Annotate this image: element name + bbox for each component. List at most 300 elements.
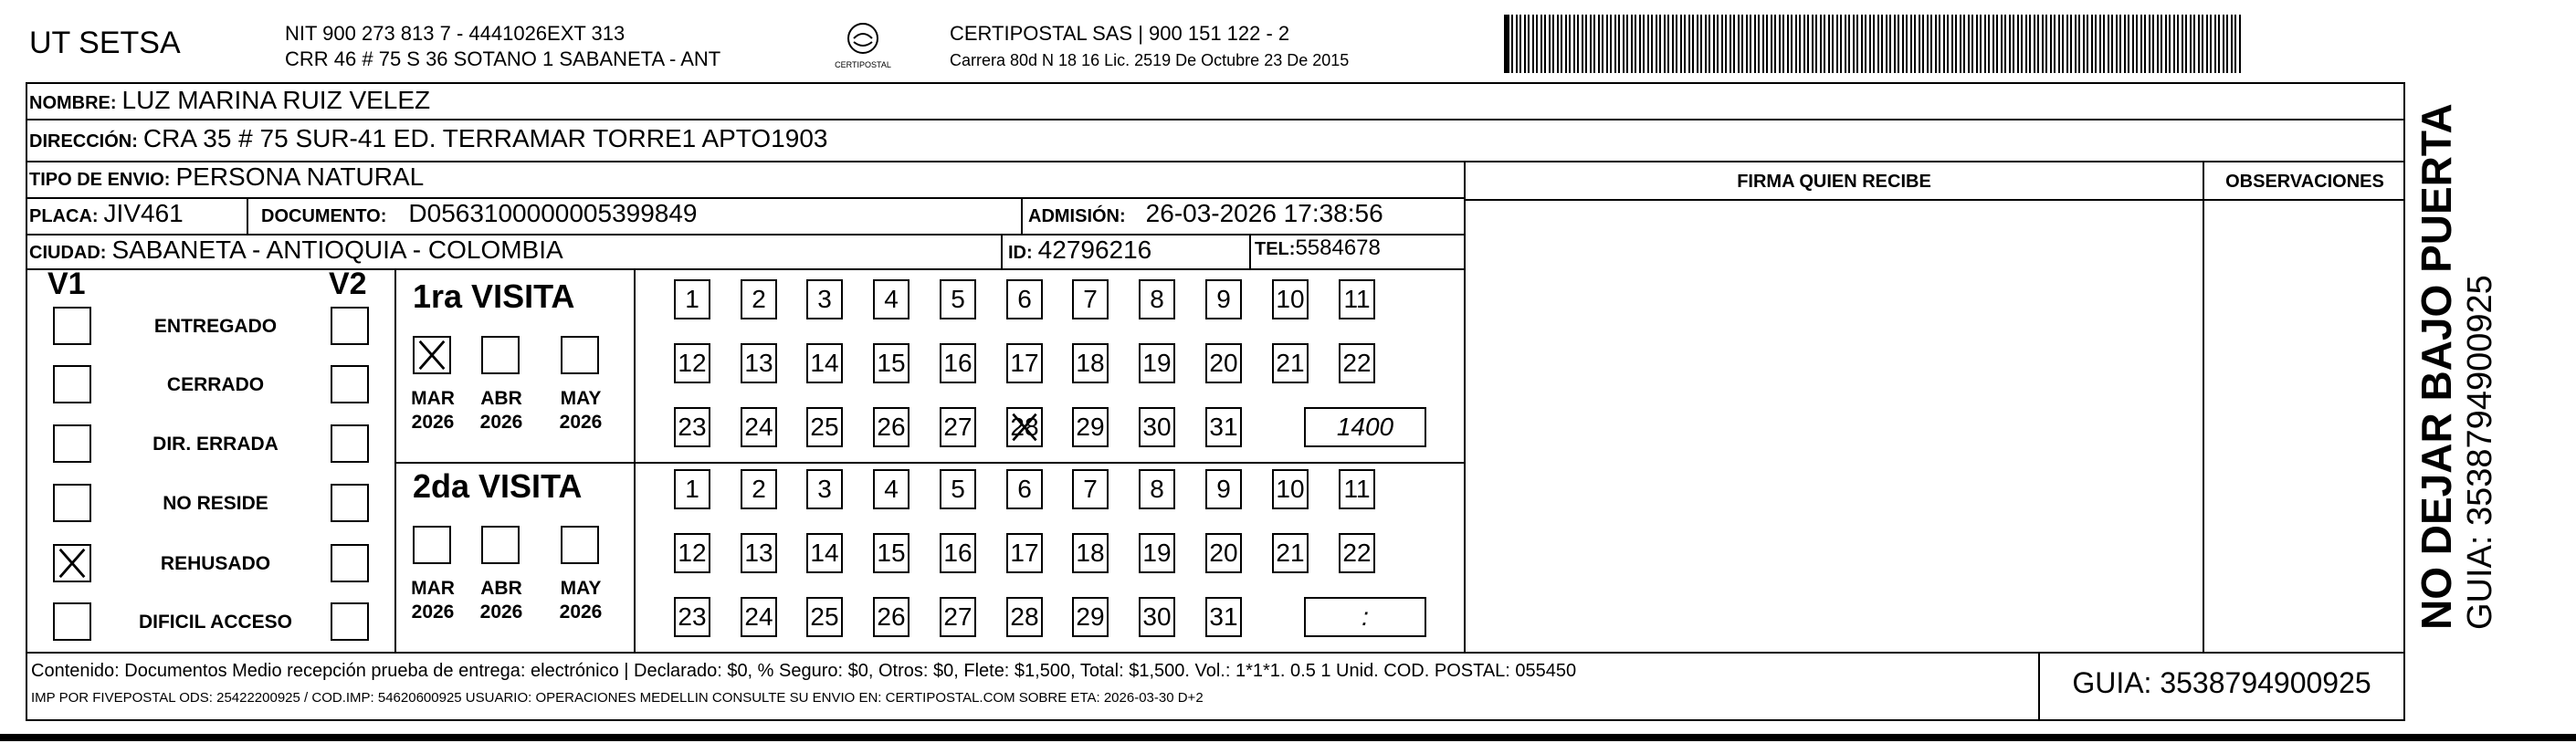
visit1-day-box[interactable] <box>806 407 843 447</box>
barcode-bar <box>2149 15 2150 73</box>
visit2-day-number: 22 <box>1342 539 1372 567</box>
visit2-day-number: 11 <box>1343 475 1371 503</box>
barcode-bar <box>1573 15 1575 73</box>
barcode-bar <box>1549 15 1551 73</box>
barcode-bar <box>1656 15 1657 73</box>
logo-text: CERTIPOSTAL <box>835 60 891 69</box>
ciudad-label: CIUDAD: <box>29 243 107 263</box>
visit2-day-number: 16 <box>943 539 973 567</box>
barcode-bar <box>1910 15 1912 73</box>
visit2-day-box[interactable] <box>940 469 976 509</box>
barcode-bar <box>1730 15 1731 73</box>
barcode-bar <box>2025 15 2027 73</box>
visit2-day-number: 25 <box>810 602 839 631</box>
barcode-bar <box>1540 15 1542 73</box>
barcode-bar <box>2021 15 2023 73</box>
barcode-bar <box>1524 15 1526 73</box>
barcode-bar <box>1672 15 1674 73</box>
direccion-value: CRA 35 # 75 SUR-41 ED. TERRAMAR TORRE1 APTO1903 <box>142 124 828 152</box>
visit2-day-box[interactable] <box>741 469 777 509</box>
barcode-bar <box>1869 15 1871 73</box>
visit1-month-year: 2026 <box>479 412 523 433</box>
barcode-bar <box>1930 15 1932 73</box>
barcode-bar <box>2045 15 2047 73</box>
barcode-bar <box>1791 15 1793 73</box>
v2-checkbox[interactable] <box>331 424 369 463</box>
visit2-day-number: 13 <box>744 539 773 567</box>
row-divider <box>26 652 2405 654</box>
visit2-day-number: 12 <box>678 539 707 567</box>
barcode-bar <box>1960 15 1961 73</box>
visit1-day-number: 5 <box>951 285 965 313</box>
barcode-bar <box>1577 15 1579 73</box>
visit1-month-year: 2026 <box>411 412 455 433</box>
barcode-bar <box>1536 15 1538 73</box>
barcode-bar <box>1828 15 1830 73</box>
visit1-day-box[interactable] <box>674 407 710 447</box>
v2-checkbox[interactable] <box>331 307 369 345</box>
barcode-bar <box>1557 15 1559 73</box>
visit1-day-box[interactable] <box>1272 343 1309 383</box>
barcode-bar <box>1886 15 1887 73</box>
visit2-time-value: : <box>1362 602 1369 631</box>
visit2-day-box[interactable] <box>940 597 976 637</box>
visit2-day-number: 24 <box>744 602 773 631</box>
visit1-day-box[interactable] <box>1072 279 1109 319</box>
v2-checkbox[interactable] <box>331 484 369 522</box>
barcode-bar <box>1898 15 1899 73</box>
barcode-bar <box>1618 15 1620 73</box>
barcode-bar <box>2136 15 2138 73</box>
visit2-month-label <box>472 577 531 624</box>
visit1-day-box[interactable] <box>741 279 777 319</box>
visit2-day-number: 19 <box>1142 539 1172 567</box>
barcode-bar <box>1980 15 1982 73</box>
barcode-bar <box>2198 15 2200 73</box>
barcode-bar <box>1684 15 1686 73</box>
checklist-label: NO RESIDE <box>163 493 268 514</box>
visit1-title: 1ra VISITA <box>413 277 575 315</box>
visit2-day-box[interactable] <box>1205 469 1242 509</box>
v1-checkbox[interactable] <box>53 484 91 522</box>
barcode-bar <box>2169 15 2171 73</box>
tel-row <box>1255 235 1381 261</box>
tipo-row <box>29 162 424 192</box>
visit2-day-box[interactable] <box>1006 597 1043 637</box>
visit1-day-number: 14 <box>810 349 839 377</box>
barcode-bar <box>1758 15 1760 73</box>
nombre-label: NOMBRE: <box>29 93 117 113</box>
visit2-day-number: 4 <box>884 475 899 503</box>
barcode-bar <box>1799 15 1801 73</box>
visit2-day-box[interactable] <box>806 533 843 573</box>
visit2-day-number: 27 <box>943 602 973 631</box>
barcode-bar <box>1853 15 1855 73</box>
barcode-bar <box>1659 15 1661 73</box>
side-notice <box>2413 82 2559 630</box>
barcode-bar <box>1532 15 1534 73</box>
visit1-day-number: 6 <box>1017 285 1032 313</box>
barcode-bar <box>2009 15 2011 73</box>
visit1-day-box[interactable] <box>1205 343 1242 383</box>
barcode-bar <box>2029 15 2031 73</box>
documento-row <box>261 199 698 228</box>
visit1-day-number: 31 <box>1209 413 1238 441</box>
visit2-month-year: 2026 <box>479 602 523 623</box>
visit1-day-number: 26 <box>877 413 906 441</box>
visit1-day-number: 25 <box>810 413 839 441</box>
visit2-day-box[interactable] <box>1006 469 1043 509</box>
visit1-time-box[interactable] <box>1304 407 1426 447</box>
barcode-bar <box>1992 15 1994 73</box>
barcode-bar <box>1610 15 1612 73</box>
barcode-bar <box>1943 15 1945 73</box>
barcode-bar <box>2001 15 2003 73</box>
visit1-month-name: ABR <box>480 388 522 409</box>
visit2-day-number: 3 <box>817 475 832 503</box>
visit1-day-box[interactable] <box>873 343 909 383</box>
barcode-bar <box>2185 15 2187 73</box>
visit1-day-number: 21 <box>1276 349 1305 377</box>
visit2-day-box[interactable] <box>873 533 909 573</box>
visit1-day-number: 12 <box>678 349 707 377</box>
barcode-bar <box>2111 15 2113 73</box>
barcode-bar <box>2223 15 2224 73</box>
visit1-day-box[interactable] <box>1339 279 1375 319</box>
barcode-bar <box>1787 15 1789 73</box>
barcode-bar <box>1511 15 1513 73</box>
barcode-bar <box>1795 15 1797 73</box>
nit-line: NIT 900 273 813 7 - 4441026EXT 313 <box>285 22 626 45</box>
visit2-day-box[interactable] <box>873 597 909 637</box>
visit2-day-number: 28 <box>1010 602 1039 631</box>
visit1-day-box[interactable] <box>1272 279 1309 319</box>
v2-checkbox[interactable] <box>331 365 369 403</box>
visit1-day-number: 29 <box>1076 413 1105 441</box>
barcode-bar <box>1774 15 1776 73</box>
visit2-day-number: 26 <box>877 602 906 631</box>
barcode-bar <box>2108 15 2109 73</box>
visit1-day-box[interactable] <box>940 407 976 447</box>
visit1-day-box[interactable] <box>806 279 843 319</box>
barcode-bar <box>1721 15 1723 73</box>
visit1-day-number: 23 <box>678 413 707 441</box>
visit1-day-number: 24 <box>744 413 773 441</box>
barcode-bar <box>1902 15 1904 73</box>
visit1-month-checkbox[interactable] <box>481 336 520 374</box>
barcode-bar <box>1738 15 1740 73</box>
barcode-bar <box>2004 15 2006 73</box>
visit2-month-year: 2026 <box>411 602 455 623</box>
visit2-day-number: 9 <box>1216 475 1231 503</box>
visit2-day-box[interactable] <box>1205 597 1242 637</box>
visit2-day-box[interactable] <box>674 597 710 637</box>
barcode-bar <box>1894 15 1896 73</box>
checklist-label: CERRADO <box>166 374 265 395</box>
visit2-day-box[interactable] <box>1139 469 1175 509</box>
visit1-month-checkbox[interactable] <box>561 336 599 374</box>
visit2-day-box[interactable] <box>1205 533 1242 573</box>
barcode-bar <box>2087 15 2088 73</box>
barcode-bar <box>1848 15 1850 73</box>
barcode-bar <box>2226 15 2228 73</box>
barcode-bar <box>1741 15 1743 73</box>
visit1-day-box[interactable] <box>940 343 976 383</box>
barcode-bar <box>2119 15 2121 73</box>
barcode-bar <box>1614 15 1616 73</box>
col-divider <box>247 197 248 234</box>
barcode-bar <box>2144 15 2146 73</box>
barcode-bar <box>1815 15 1817 73</box>
barcode-bar <box>1647 15 1649 73</box>
direccion-row <box>29 124 827 153</box>
barcode-bar <box>1725 15 1727 73</box>
visit2-day-box[interactable] <box>1272 469 1309 509</box>
visit1-day-number: 11 <box>1343 285 1371 313</box>
documento-label: DOCUMENTO: <box>261 206 387 226</box>
visit1-day-box[interactable] <box>1072 407 1109 447</box>
visit1-month-checkbox-checked[interactable] <box>413 336 451 374</box>
visit2-day-box[interactable] <box>1072 469 1109 509</box>
barcode-bar <box>1709 15 1710 73</box>
tipo-value: PERSONA NATURAL <box>175 162 425 191</box>
barcode-bar <box>1922 15 1924 73</box>
visit1-day-box[interactable] <box>1072 343 1109 383</box>
barcode-bar <box>1717 15 1719 73</box>
visit1-day-box[interactable] <box>741 407 777 447</box>
visit2-month-label <box>552 577 610 624</box>
observations-area[interactable] <box>2204 201 2403 650</box>
visit1-day-box-marked[interactable] <box>1006 407 1043 447</box>
visit1-day-box[interactable] <box>1339 343 1375 383</box>
visit1-day-number: 9 <box>1216 285 1231 313</box>
barcode-bar <box>2157 15 2159 73</box>
visit1-day-box[interactable] <box>1139 343 1175 383</box>
visit1-day-number: 8 <box>1150 285 1164 313</box>
visit1-day-number: 22 <box>1342 349 1372 377</box>
visit2-day-box[interactable] <box>674 469 710 509</box>
certipostal-line2: Carrera 80d N 18 16 Lic. 2519 De Octubre 23 De 2015 <box>950 51 1350 69</box>
v2-checkbox[interactable] <box>331 602 369 641</box>
visit1-day-box[interactable] <box>741 343 777 383</box>
barcode-bar <box>2116 15 2118 73</box>
barcode-bar <box>1626 15 1628 73</box>
visit1-day-number: 2 <box>752 285 766 313</box>
barcode-bar <box>1692 15 1694 73</box>
row-divider <box>26 268 1464 270</box>
barcode-bar <box>1845 15 1846 73</box>
barcode-bar <box>1544 15 1546 73</box>
visit1-day-box[interactable] <box>940 279 976 319</box>
visit1-day-number: 7 <box>1083 285 1098 313</box>
barcode-bar <box>1803 15 1805 73</box>
barcode-bar <box>1919 15 1920 73</box>
visit2-day-box[interactable] <box>940 533 976 573</box>
barcode-bar <box>2140 15 2142 73</box>
barcode-bar <box>1697 15 1698 73</box>
v1-checkbox[interactable] <box>53 307 91 345</box>
visit2-month-year: 2026 <box>559 602 603 623</box>
visit2-time-box[interactable] <box>1304 597 1426 637</box>
barcode-bar <box>1680 15 1682 73</box>
visit1-day-box[interactable] <box>873 279 909 319</box>
visit1-day-number: 27 <box>943 413 973 441</box>
visit2-day-box[interactable] <box>1139 533 1175 573</box>
tel-label: TEL: <box>1255 239 1296 259</box>
certipostal-logo <box>831 18 895 73</box>
visit1-time-value: 1400 <box>1336 413 1394 441</box>
visit1-day-box[interactable] <box>1139 407 1175 447</box>
visit1-day-box[interactable] <box>806 343 843 383</box>
barcode-bar <box>1824 15 1825 73</box>
barcode-bar <box>1988 15 1990 73</box>
barcode-bar <box>1593 15 1595 73</box>
barcode-bar <box>2165 15 2167 73</box>
barcode-bar <box>1782 15 1784 73</box>
visit2-day-box[interactable] <box>1006 533 1043 573</box>
barcode-bar <box>1676 15 1677 73</box>
signature-area[interactable] <box>1466 201 2201 650</box>
visit2-day-box[interactable] <box>806 597 843 637</box>
visit2-day-box[interactable] <box>1272 533 1309 573</box>
barcode-bar <box>2177 15 2179 73</box>
barcode-bar <box>2234 15 2236 73</box>
visit2-day-box[interactable] <box>873 469 909 509</box>
visit1-day-box[interactable] <box>1006 343 1043 383</box>
visit1-day-number: 10 <box>1276 285 1305 313</box>
v2-checkbox[interactable] <box>331 544 369 582</box>
barcode-bar <box>1602 15 1603 73</box>
visit1-day-box[interactable] <box>1205 279 1242 319</box>
visit2-month-checkbox[interactable] <box>561 526 599 564</box>
visit2-day-box[interactable] <box>1339 469 1375 509</box>
visit2-month-checkbox[interactable] <box>481 526 520 564</box>
barcode-bar <box>1667 15 1669 73</box>
visit1-day-box[interactable] <box>1139 279 1175 319</box>
barcode-bar <box>1984 15 1986 73</box>
barcode-bar <box>2042 15 2044 73</box>
tipo-label: TIPO DE ENVIO: <box>29 170 171 190</box>
visit1-month-label <box>404 387 462 434</box>
placa-row <box>29 199 184 228</box>
visit2-day-box[interactable] <box>1072 533 1109 573</box>
id-value: 42796216 <box>1037 235 1152 264</box>
visit2-month-name: ABR <box>480 578 522 599</box>
visit2-month-checkbox[interactable] <box>413 526 451 564</box>
col-divider <box>394 268 396 652</box>
barcode-bar <box>1861 15 1863 73</box>
barcode-bar <box>2034 15 2035 73</box>
visit1-day-box[interactable] <box>1006 279 1043 319</box>
visit2-day-box[interactable] <box>741 533 777 573</box>
visit2-day-box[interactable] <box>741 597 777 637</box>
visit1-day-box[interactable] <box>674 279 710 319</box>
barcode-bar <box>1889 15 1891 73</box>
barcode-bar <box>2050 15 2052 73</box>
visit2-day-number: 1 <box>685 475 699 503</box>
barcode-bar <box>1968 15 1970 73</box>
placa-label: PLACA: <box>29 206 99 226</box>
visit1-day-box[interactable] <box>1205 407 1242 447</box>
visit1-day-box[interactable] <box>674 343 710 383</box>
barcode-bar <box>1528 15 1530 73</box>
barcode <box>1500 15 2249 73</box>
barcode-bar <box>1771 15 1772 73</box>
barcode-bar <box>2161 15 2162 73</box>
visit2-day-box[interactable] <box>674 533 710 573</box>
v1-header: V1 <box>47 267 86 301</box>
barcode-bar <box>2152 15 2154 73</box>
visit2-title: 2da VISITA <box>413 467 583 505</box>
barcode-bar <box>2017 15 2019 73</box>
barcode-bar <box>1504 15 1509 73</box>
barcode-bar <box>2231 15 2233 73</box>
tel-value: 5584678 <box>1295 235 1381 260</box>
v1-checkbox[interactable] <box>53 602 91 641</box>
barcode-bar <box>2218 15 2220 73</box>
observaciones-header: OBSERVACIONES <box>2225 172 2384 192</box>
barcode-bar <box>2078 15 2080 73</box>
visit2-day-number: 5 <box>951 475 965 503</box>
barcode-bar <box>1906 15 1908 73</box>
visit2-day-number: 20 <box>1209 539 1238 567</box>
col-divider <box>1021 197 1023 234</box>
barcode-bar <box>1623 15 1624 73</box>
visit2-day-box[interactable] <box>1339 533 1375 573</box>
visit1-month-label <box>552 387 610 434</box>
visit1-day-box[interactable] <box>873 407 909 447</box>
barcode-bar <box>1561 15 1562 73</box>
side-warning: NO DEJAR BAJO PUERTA <box>2413 103 2460 630</box>
visit1-day-number: 16 <box>943 349 973 377</box>
barcode-bar <box>1664 15 1666 73</box>
barcode-bar <box>1939 15 1940 73</box>
v1-checkbox[interactable] <box>53 424 91 463</box>
barcode-bar <box>1750 15 1751 73</box>
visit2-month-label <box>404 577 462 624</box>
visit2-day-box[interactable] <box>1072 597 1109 637</box>
barcode-bar <box>1935 15 1937 73</box>
barcode-bar <box>1877 15 1879 73</box>
barcode-bar <box>1881 15 1883 73</box>
visit2-month-name: MAR <box>411 578 455 599</box>
v1-checkbox-checked[interactable] <box>53 544 91 582</box>
company-name: UT SETSA <box>29 26 181 60</box>
visit2-day-number: 21 <box>1276 539 1305 567</box>
barcode-bar <box>1812 15 1814 73</box>
visit2-day-number: 29 <box>1076 602 1105 631</box>
ciudad-value: SABANETA - ANTIOQUIA - COLOMBIA <box>111 235 563 264</box>
barcode-bar <box>2091 15 2093 73</box>
barcode-bar <box>1766 15 1768 73</box>
barcode-bar <box>1516 15 1518 73</box>
visit1-day-number: 17 <box>1010 349 1039 377</box>
visit2-day-box[interactable] <box>1139 597 1175 637</box>
checklist-label: DIFICIL ACCESO <box>138 612 292 633</box>
barcode-bar <box>2190 15 2192 73</box>
barcode-bar <box>1779 15 1781 73</box>
admision-value: 26-03-2026 17:38:56 <box>1145 199 1383 227</box>
barcode-bar <box>1820 15 1822 73</box>
barcode-bar <box>1947 15 1949 73</box>
visit2-day-box[interactable] <box>806 469 843 509</box>
barcode-bar <box>1754 15 1756 73</box>
barcode-bar <box>1688 15 1690 73</box>
ciudad-row <box>29 235 563 265</box>
v1-checkbox[interactable] <box>53 365 91 403</box>
nombre-value: LUZ MARINA RUIZ VELEZ <box>121 86 431 114</box>
barcode-bar <box>2083 15 2085 73</box>
